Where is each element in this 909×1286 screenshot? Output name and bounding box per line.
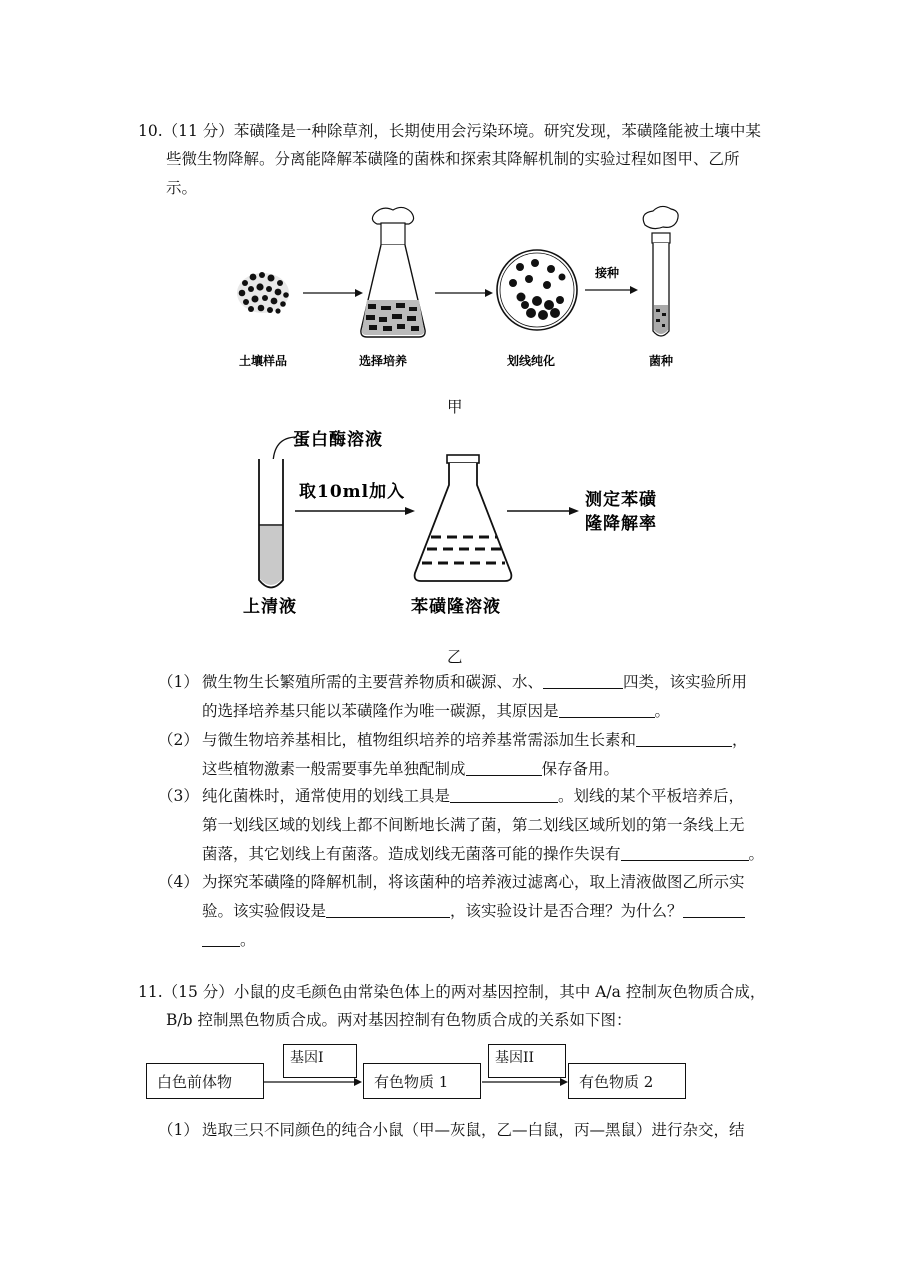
q10-sub4-num: （4） [158, 873, 199, 891]
test-tube-icon [643, 206, 678, 336]
q10-sub1-d: 。 [654, 702, 671, 720]
label-streak-purify: 划线纯化 [507, 354, 556, 368]
figure-jia-caption: 甲 [447, 398, 463, 416]
q10-number: 10. [138, 122, 163, 140]
answer-blank-5[interactable] [450, 784, 558, 803]
answer-blank-6[interactable] [621, 842, 749, 861]
q10-sub4-line2 [202, 897, 745, 925]
q11-stem-2: B/b 控制黑色物质合成。两对基因控制有色物质合成的关系如下图： [166, 1011, 632, 1029]
q10-sub2-d: 保存备用。 [541, 760, 620, 778]
q10-sub3-a: 纯化菌株时，通常使用的划线工具是 [202, 787, 451, 805]
q10-sub4-d: 。 [240, 931, 256, 949]
answer-blank-3[interactable] [636, 728, 732, 747]
petri-dish-icon [497, 250, 577, 330]
supernatant-tube-icon [259, 459, 283, 588]
answer-blank-2[interactable] [559, 699, 655, 718]
figure-yi-caption: 乙 [447, 648, 463, 666]
supernatant-label: 上清液 [243, 597, 297, 617]
gene-1-box: 基因I [283, 1044, 357, 1078]
box-colored-2: 有色物质 2 [568, 1063, 686, 1099]
q10-sub3-d: 菌落，其它划线上有菌落。造成划线无菌落可能的操作失误有 [202, 845, 621, 863]
q10-sub4-c: ，该实验设计是否合理？为什么？ [450, 902, 683, 920]
label-soil-sample: 土壤样品 [239, 354, 288, 368]
q10-sub1-line1 [202, 668, 747, 696]
q10-sub4-line1: 为探究苯磺隆的降解机制，将该菌种的培养液过滤离心，取上清液做图乙所示实 [202, 873, 745, 891]
answer-blank-7[interactable] [326, 899, 450, 918]
q11-number: 11. [138, 983, 163, 1001]
q10-sub3-line1 [202, 782, 744, 810]
solution-label: 苯磺隆溶液 [411, 597, 501, 617]
label-selective-culture: 选择培养 [359, 354, 408, 368]
q10-sub1-c: 的选择培养基只能以苯磺隆作为唯一碳源，其原因是 [202, 702, 559, 720]
q10-sub2-num: （2） [158, 731, 199, 749]
q11-sub1-num: （1） [158, 1121, 199, 1139]
label-strain: 菌种 [649, 354, 674, 368]
q10-sub1-line2 [202, 697, 670, 725]
q10-sub2-a: 与微生物培养基相比，植物组织培养的培养基常需添加生长素和 [202, 731, 637, 749]
q10-sub1-num: （1） [158, 673, 199, 691]
q10-sub2-line1 [202, 726, 748, 754]
q10-stem-3: 示。 [166, 179, 198, 197]
q10-sub2-b: ， [732, 731, 748, 749]
answer-blank-1[interactable] [543, 670, 623, 689]
take-10ml-label: 取10ml加入 [299, 482, 406, 502]
q10-sub4-b: 验。该实验假设是 [202, 902, 327, 920]
answer-blank-8-cont[interactable] [202, 928, 240, 947]
q10-sub2-line2 [202, 755, 619, 783]
soil-sample-icon [237, 272, 289, 314]
q11-stem-1: 小鼠的皮毛颜色由常染色体上的两对基因控制，其中 A/a 控制灰色物质合成， [233, 983, 766, 1001]
enzyme-label: 蛋白酶溶液 [293, 430, 383, 450]
q10-sub4-line3 [202, 926, 256, 954]
q10-sub3-line2: 第一划线区域的划线上都不间断地长满了菌，第二划线区域所划的第一条线上无 [202, 816, 745, 834]
solution-flask-icon [415, 455, 512, 581]
gene-2-box: 基因II [488, 1044, 566, 1078]
q10-sub3-num: （3） [158, 787, 199, 805]
q10-sub1-a: 微生物生长繁殖所需的主要营养物质和碳源、水、 [202, 673, 544, 691]
answer-blank-8[interactable] [683, 899, 745, 918]
figure-yi [235, 425, 685, 625]
figure-jia [215, 205, 695, 375]
measure-label-2: 隆降解率 [585, 514, 657, 534]
q11-sub1-line1: 选取三只不同颜色的纯合小鼠（甲—灰鼠，乙—白鼠，丙—黑鼠）进行杂交，结 [202, 1121, 745, 1139]
q10-stem-2: 些微生物降解。分离能降解苯磺隆的菌株和探索其降解机制的实验过程如图甲、乙所 [166, 150, 740, 168]
box-white-precursor: 白色前体物 [146, 1063, 264, 1099]
q10-sub1-b: 四类，该实验所用 [623, 673, 748, 691]
q10-line1 [138, 117, 761, 145]
q11-line1 [138, 978, 765, 1006]
q10-score: （11 分） [162, 122, 234, 140]
q11-score: （15 分） [162, 983, 234, 1001]
q10-stem-1: 苯磺隆是一种除草剂，长期使用会污染环境。研究发现，苯磺隆能被土壤中某 [233, 122, 761, 140]
measure-label-1: 测定苯磺 [585, 490, 657, 510]
conical-flask-icon [361, 207, 425, 337]
inoculate-label: 接种 [595, 266, 620, 280]
box-colored-1: 有色物质 1 [363, 1063, 481, 1099]
q10-sub3-b: 。划线的某个平板培养后， [558, 787, 745, 805]
q10-sub3-e: 。 [748, 845, 765, 863]
answer-blank-4[interactable] [466, 757, 542, 776]
q10-sub3-line3 [202, 840, 764, 868]
q10-sub2-c: 这些植物激素一般需要事先单独配制成 [202, 760, 466, 778]
